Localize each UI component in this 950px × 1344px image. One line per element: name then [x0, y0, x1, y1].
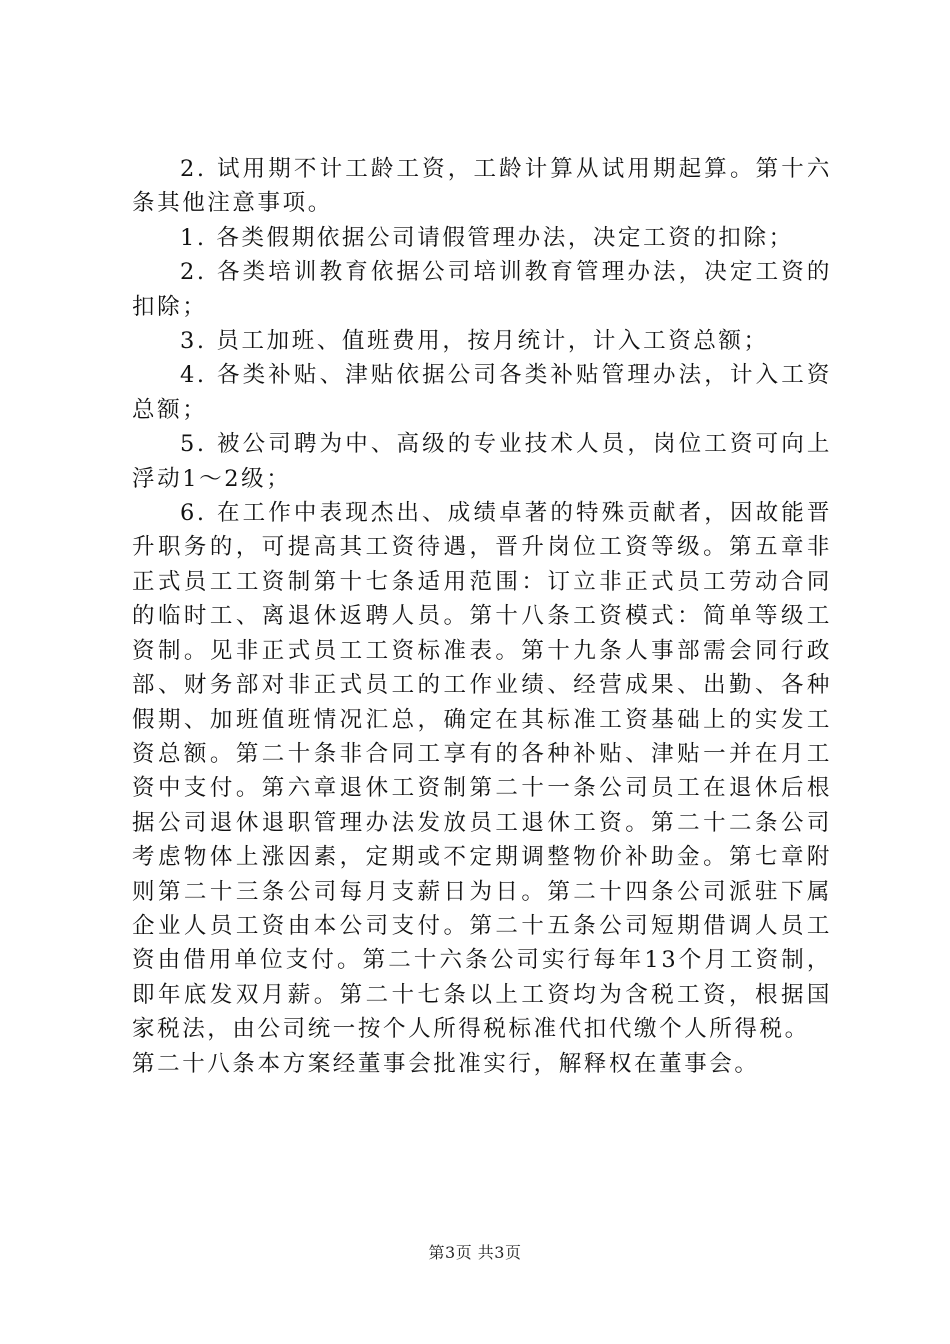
- paragraph-leave-deduction: 1. 各类假期依据公司请假管理办法，决定工资的扣除；: [180, 224, 794, 251]
- paragraph-training-deduction: 2. 各类培训教育依据公司培训教育管理办法，决定工资的扣除；: [132, 259, 832, 320]
- paragraph-overtime-pay: 3. 员工加班、值班费用，按月统计，计入工资总额；: [180, 328, 769, 355]
- page-footer: 第3页 共3页: [428, 1243, 522, 1262]
- paragraph-technical-staff: 5. 被公司聘为中、高级的专业技术人员，岗位工资可向上浮动1～2级；: [132, 431, 832, 492]
- paragraph-allowances: 4. 各类补贴、津贴依据公司各类补贴管理办法，计入工资总额；: [132, 362, 832, 423]
- paragraph-probation-note: 2. 试用期不计工龄工资，工龄计算从试用期起算。第十六条其他注意事项。: [132, 156, 832, 217]
- paragraph-final-article: 第二十八条本方案经董事会批准实行，解释权在董事会。: [132, 1050, 760, 1077]
- document-body: [132, 152, 832, 1081]
- paragraph-special-contributors: 6. 在工作中表现杰出、成绩卓著的特殊贡献者，因故能晋升职务的，可提高其工资待遇，晋升岗位工资等级。第五章非正式员工工资制第十七条适用范围：订立非正式员工劳动合同的临时工、离退休返聘人员。第十八条工资模式：简单等级工资制。见非正式员工工资标准表。第十九条人事部需会同行政部、财务部对非正式员工的工作业绩、经营成果、出勤、各种假期、加班值班情况汇总，确定在其标准工资基础上的实发工资总额。第二十条非合同工享有的各种补贴、津贴一并在月工资中支付。第六章退休工资制第二十一条公司员工在退休后根据公司退休退职管理办法发放员工退休工资。第二十二条公司考虑物体上涨因素，定期或不定期调整物价补助金。第七章附则第二十三条公司每月支薪日为日。第二十四条公司派驻下属企业人员工资由本公司支付。第二十五条公司短期借调人员工资由借用单位支付。第二十六条公司实行每年13个月工资制，即年底发双月薪。第二十七条以上工资均为含税工资，根据国家税法，由公司统一按个人所得税标准代扣代缴个人所得税。: [132, 500, 832, 1043]
